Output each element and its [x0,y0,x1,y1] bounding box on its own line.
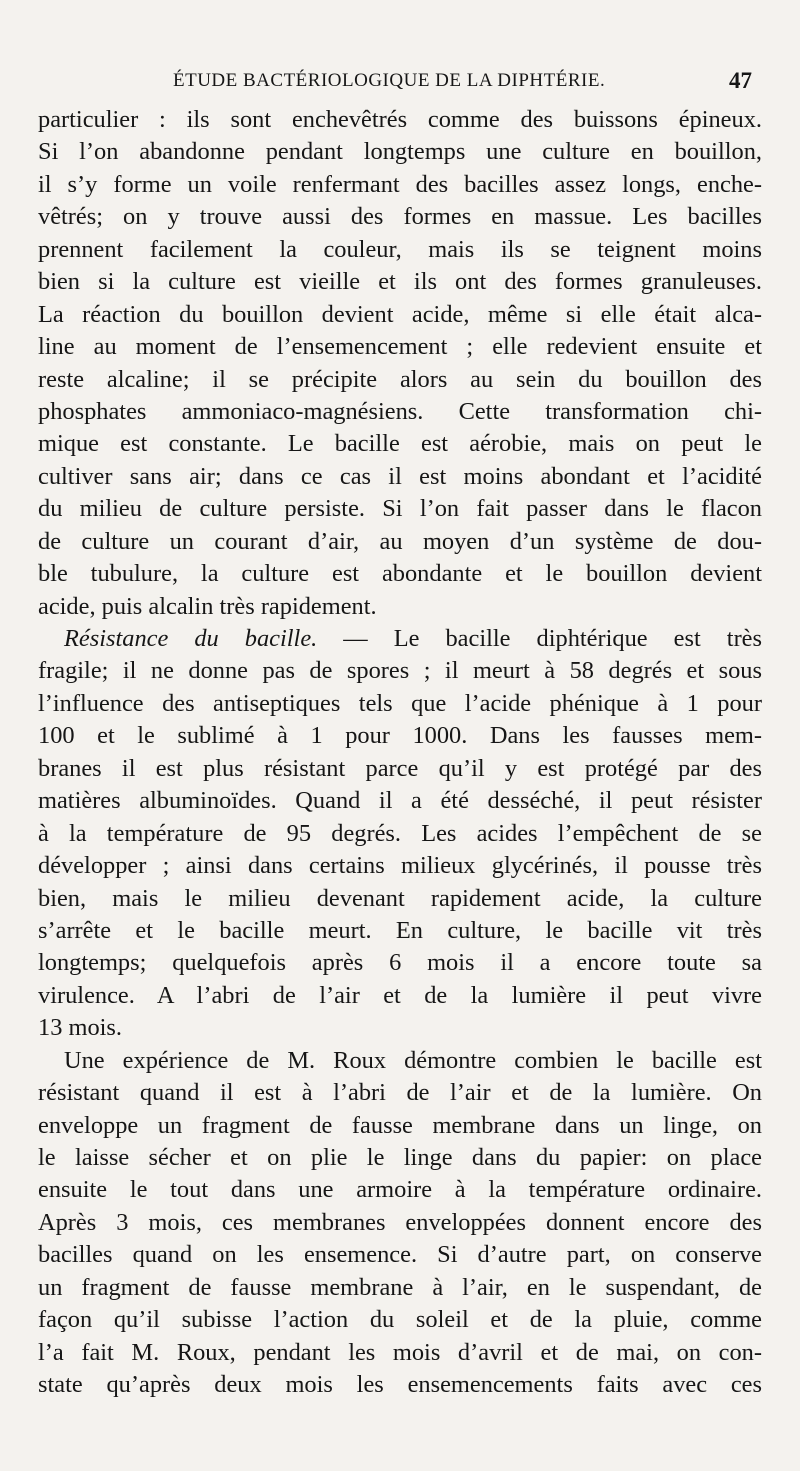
paragraph-culture [38,104,762,623]
text-line: développer ; ainsi dans certains milieux glycérinés, il pousse très [38,852,762,880]
text-line: phosphates ammoniaco-magnésiens. Cette transformation chi- [38,397,762,425]
text-line: à la température de 95 degrés. Les acides l’empêchent de se [38,819,762,847]
text-line: il s’y forme un voile renfermant des bacilles assez longs, enche- [38,170,762,198]
text-line: résistant quand il est à l’abri de l’air et de la lumière. On [38,1079,762,1107]
text-line: l’a fait M. Roux, pendant les mois d’avril et de mai, on con- [38,1338,762,1366]
text-line: virulence. A l’abri de l’air et de la lumière il peut vivre [38,981,762,1009]
text-line: Après 3 mois, ces membranes enveloppées donnent encore des [38,1208,762,1236]
page-number: 47 [729,68,752,93]
text-line: s’arrête et le bacille meurt. En culture, le bacille vit très [38,916,762,944]
text-line: fragile; il ne donne pas de spores ; il meurt à 58 degrés et sous [38,657,762,685]
running-title: ÉTUDE BACTÉRIOLOGIQUE DE LA DIPHTÉRIE. [173,70,606,91]
text-line: vêtrés; on y trouve aussi des formes en massue. Les bacilles [38,203,762,231]
text-line: branes il est plus résistant parce qu’il y est protégé par des [38,754,762,782]
text-line: façon qu’il subisse l’action du soleil et de la pluie, comme [38,1306,762,1334]
text-line: de culture un courant d’air, au moyen d’un système de dou- [38,527,762,555]
text-line: La réaction du bouillon devient acide, même si elle était alca- [38,300,762,328]
text-line: Une expérience de M. Roux démontre combien le bacille est [64,1046,762,1074]
text-line: acide, puis alcalin très rapidement. [38,592,377,620]
paragraph-resistance [38,623,762,1045]
text-line: 100 et le sublimé à 1 pour 1000. Dans les fausses mem- [38,722,762,750]
text-line: state qu’après deux mois les ensemencements faits avec ces [38,1371,762,1399]
text-line: reste alcaline; il se précipite alors au sein du bouillon des [38,365,762,393]
text-line: ble tubulure, la culture est abondante et le bouillon devient [38,560,762,588]
text-line: du milieu de culture persiste. Si l’on fait passer dans le flacon [38,495,762,523]
text-line: particulier : ils sont enchevêtrés comme des buissons épineux. [38,106,762,133]
text-line: le laisse sécher et on plie le linge dans du papier: on place [38,1144,762,1171]
text-line: mique est constante. Le bacille est aérobie, mais on peut le [38,430,762,458]
body-text [38,104,762,1402]
text-line: bien si la culture est vieille et ils ont des formes granuleuses. [38,268,762,296]
text-line: line au moment de l’ensemencement ; elle redevient ensuite et [38,333,762,361]
text-line: ensuite le tout dans une armoire à la température ordinaire. [38,1176,762,1204]
text-line [38,623,762,655]
text-line: bacilles quand on les ensemence. Si d’autre part, on conserve [38,1241,762,1269]
text-line: 13 mois. [38,1014,123,1042]
running-header [38,68,762,102]
text-line: un fragment de fausse membrane à l’air, en le suspendant, de [38,1273,762,1301]
text-line: longtemps; quelquefois après 6 mois il a encore toute sa [38,949,762,977]
text-line: matières albuminoïdes. Quand il a été desséché, il peut résister [38,787,762,815]
section-heading: Résistance du bacille. [64,625,318,652]
text-line-rest: — Le bacille diphtérique est très [317,625,762,652]
text-line: enveloppe un fragment de fausse membrane dans un linge, on [38,1111,762,1139]
text-line: Si l’on abandonne pendant longtemps une culture en bouillon, [38,138,762,166]
paragraph-roux-experiment [38,1045,762,1402]
text-line: prennent facilement la couleur, mais ils se teignent moins [38,235,762,263]
text-line: cultiver sans air; dans ce cas il est moins abondant et l’acidité [38,462,762,490]
text-line: l’influence des antiseptiques tels que l’acide phénique à 1 pour [38,689,762,717]
text-line: bien, mais le milieu devenant rapidement acide, la culture [38,884,762,912]
